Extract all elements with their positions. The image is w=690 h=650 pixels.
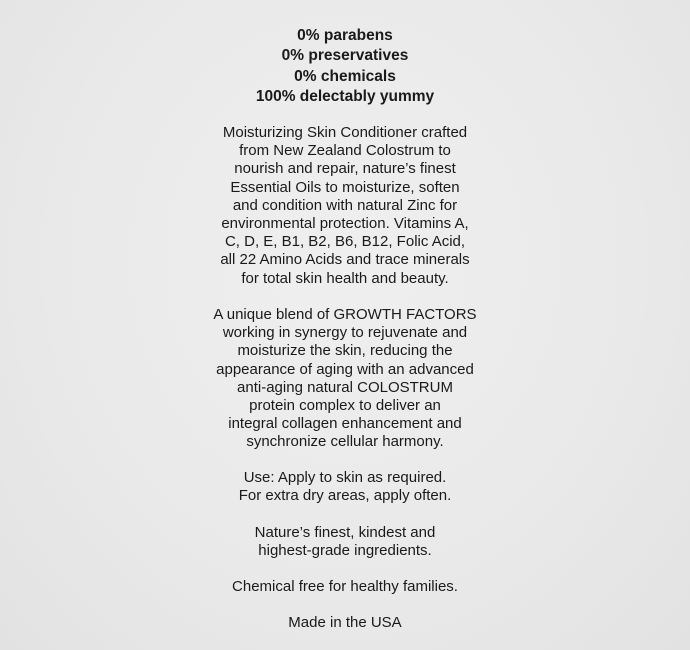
description-line: for total skin health and beauty. (241, 269, 449, 287)
growth-factors-line: protein complex to deliver an (249, 397, 441, 415)
growth-factors-line: synchronize cellular harmony. (246, 433, 444, 451)
description-line: Moisturizing Skin Conditioner crafted (222, 124, 468, 141)
chemical-free-statement (0, 578, 690, 596)
growth-factors-paragraph (0, 306, 690, 452)
description-line: nourish and repair, nature’s finest (234, 160, 456, 178)
description-line: environmental protection. Vitamins A, (221, 215, 469, 233)
origin-statement (0, 614, 690, 632)
description-line: Essential Oils to moisturize, soften (230, 178, 460, 196)
growth-factors-line: moisturize the skin, reducing the (237, 342, 453, 360)
usage-line: For extra dry areas, apply often. (238, 487, 452, 505)
claim-parabens: 0% parabens (297, 27, 393, 44)
growth-factors-line: appearance of aging with an advanced (216, 360, 474, 378)
description-line: all 22 Amino Acids and trace minerals (220, 251, 470, 269)
chemical-free-line: Chemical free for healthy families. (232, 578, 458, 595)
ingredients-paragraph (0, 524, 690, 560)
growth-factors-line: integral collagen enhancement and (228, 415, 462, 433)
claim-chemicals: 0% chemicals (294, 67, 396, 85)
claim-preservatives: 0% preservatives (281, 47, 409, 65)
growth-factors-line: A unique blend of GROWTH FACTORS (213, 306, 477, 323)
usage-line: Use: Apply to skin as required. (243, 469, 447, 486)
claims-headlines (0, 26, 690, 108)
description-paragraph (0, 124, 690, 288)
usage-paragraph (0, 469, 690, 505)
origin-line: Made in the USA (288, 614, 402, 631)
ingredients-line: highest-grade ingredients. (258, 542, 432, 560)
growth-factors-line: working in synergy to rejuvenate and (222, 324, 468, 342)
claim-yummy: 100% delectably yummy (255, 88, 435, 106)
ingredients-line: Nature’s finest, kindest and (254, 524, 436, 541)
description-line: and condition with natural Zinc for (232, 196, 458, 214)
description-line: C, D, E, B1, B2, B6, B12, Folic Acid, (224, 233, 466, 251)
growth-factors-line: anti-aging natural COLOSTRUM (237, 378, 453, 396)
description-line: from New Zealand Colostrum to (239, 142, 451, 160)
